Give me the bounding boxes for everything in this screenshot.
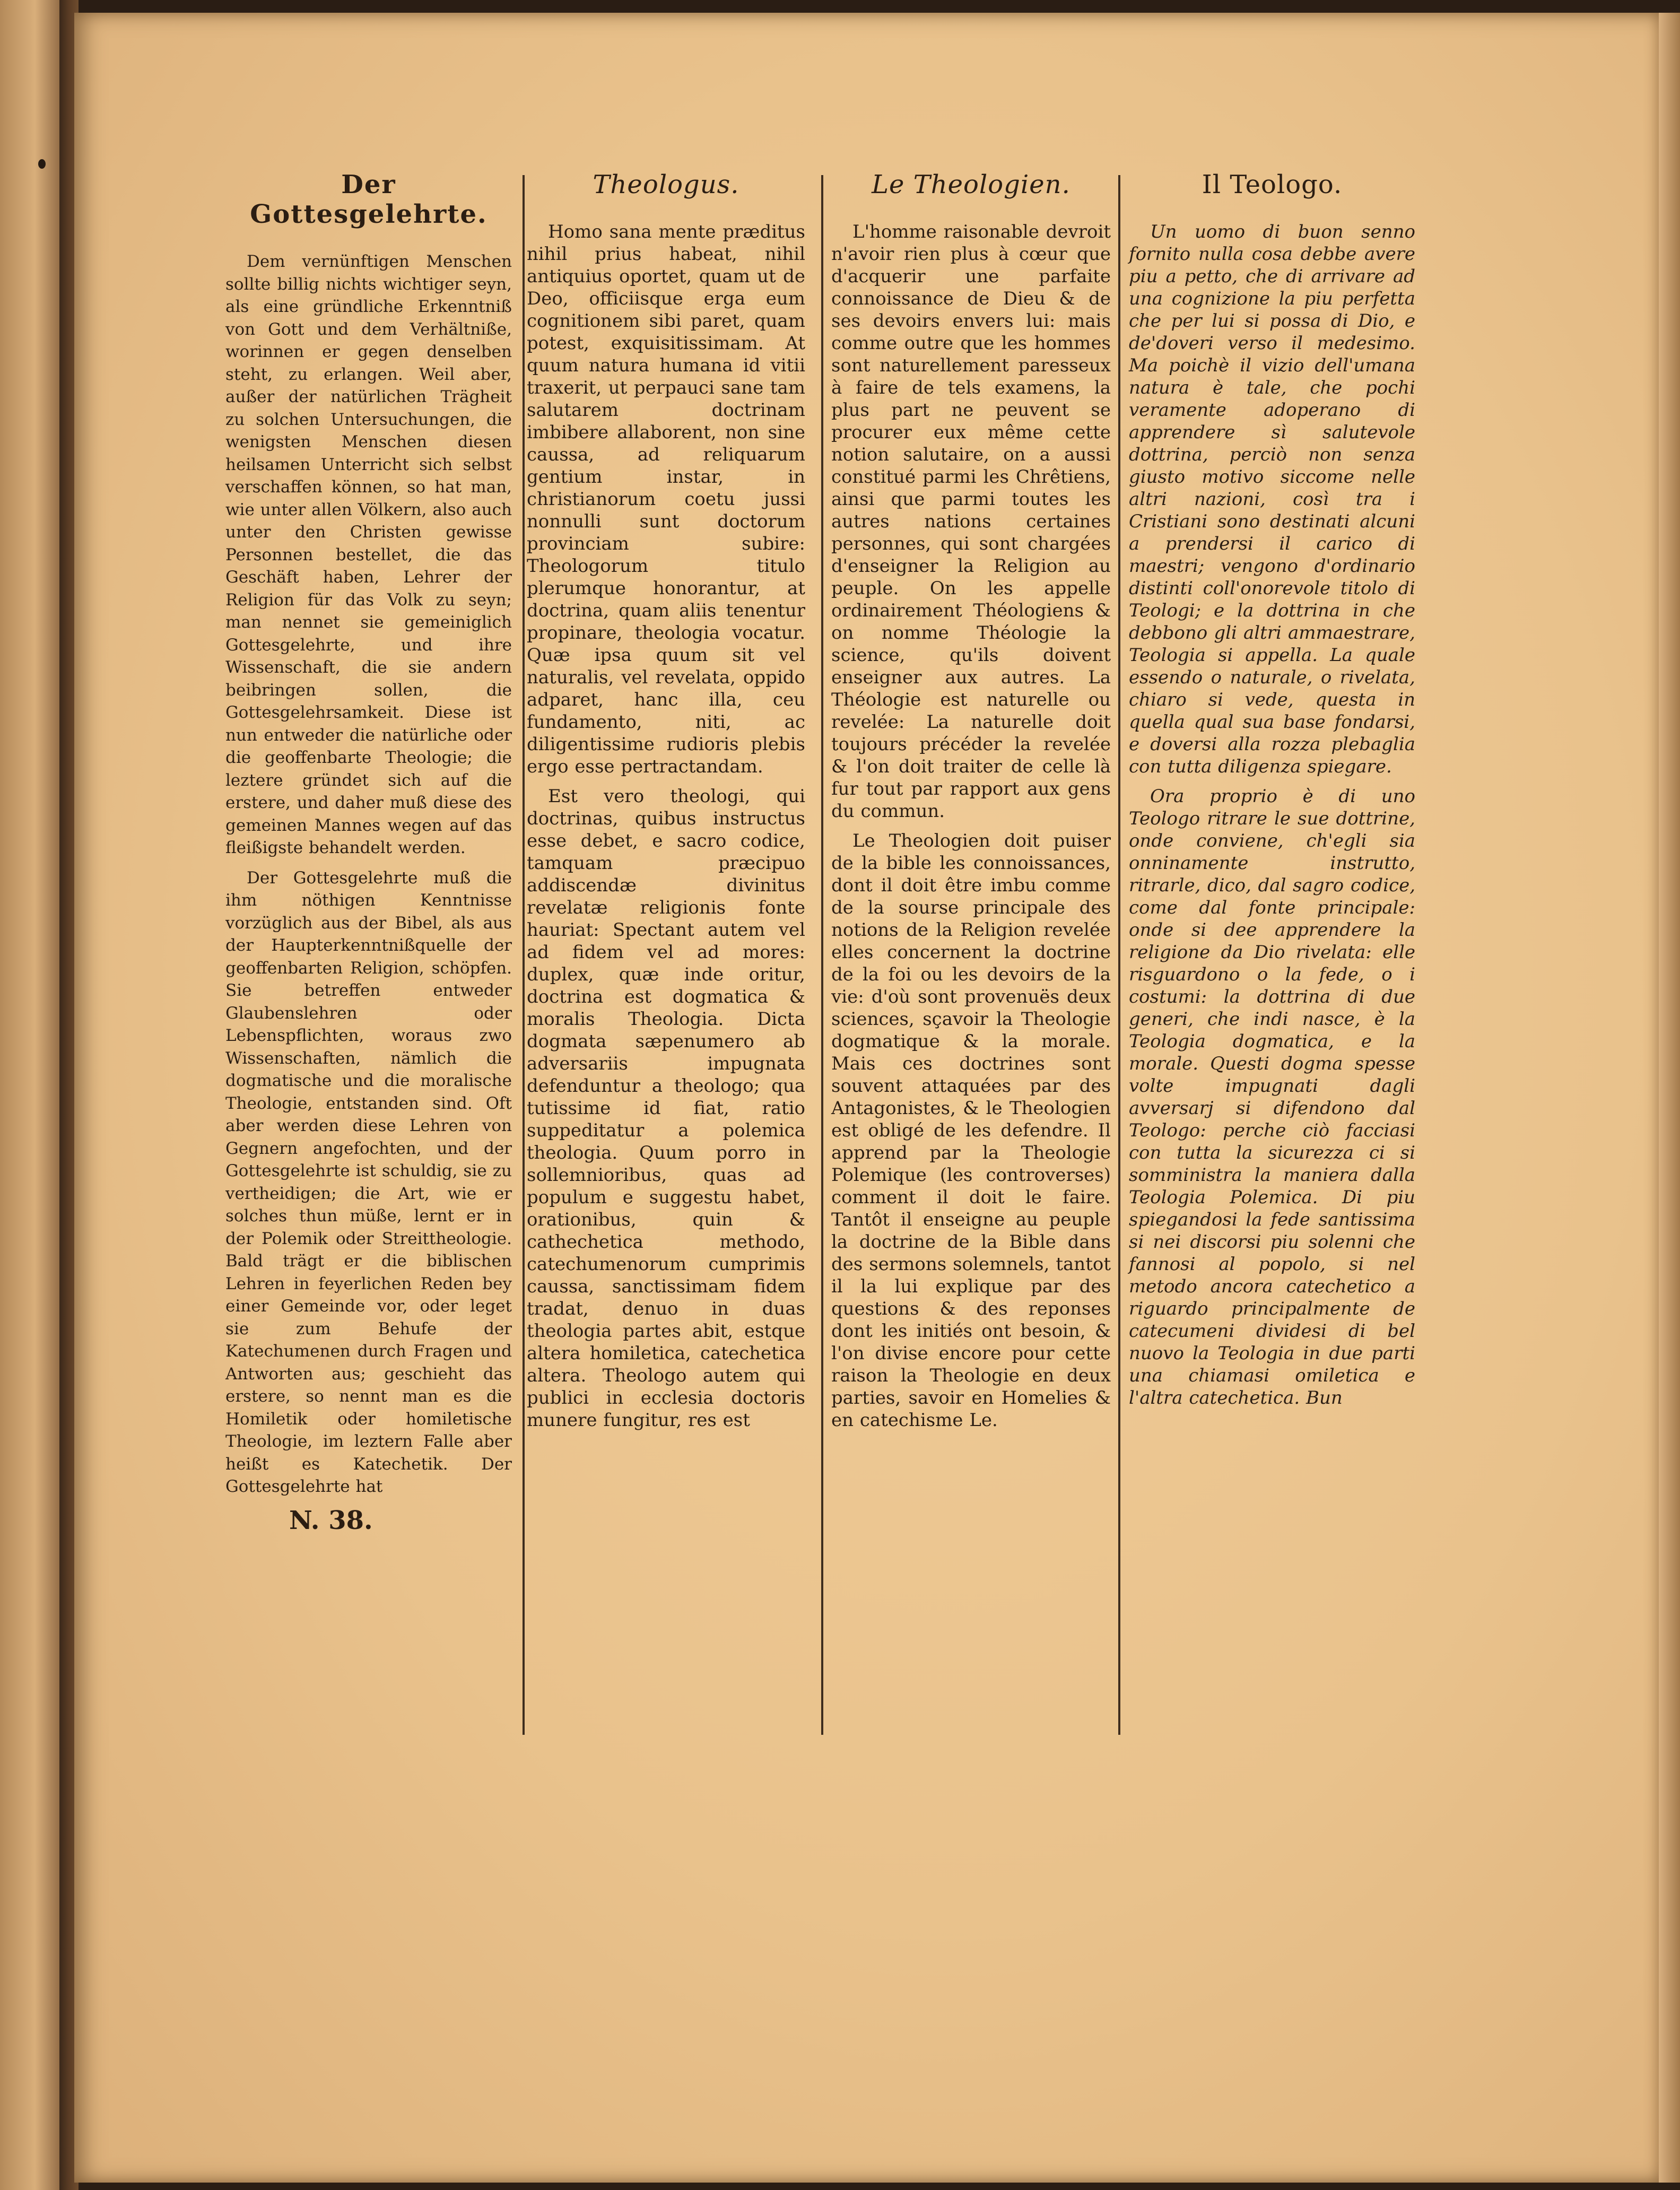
latin-paragraph: Homo sana mente præditus nihil prius habeat, nihil antiquius oportet, quam ut de Deo, officiisque erga eum cognitionem sibi paret, quam potest, exquisitissimam. At quum natura humana id vitii traxerit, ut perpauci sane tam salutarem doctrinam imbibere allaborent, non sine caussa, ad reliquarum gentium instar, in christianorum coetu jussi nonnulli sunt doctorum provinciam subire: Theologorum titulo plerumque honorantur, at doctrina, quam aliis tenentur propinare, theologia vocatur. Quæ ipsa quum sit vel naturalis, vel revelata, oppido adparet, hanc illa, ceu fundamento, niti, ac diligentissime rudioris plebis ergo esse pertractandam.	[527, 221, 805, 777]
german-paragraph: Dem vernünftigen Menschen sollte billig nichts wichtiger seyn, als eine gründliche Erkenntniß von Gott und dem Verhältniße, worinnen er gegen denselben steht, zu erlangen. Weil aber, außer der natürlichen Trägheit zu solchen Untersuchungen, die wenigsten Menschen diesen heilsamen Unterricht sich selbst verschaffen können, so hat man, wie unter allen Völkern, also auch unter den Christen gewisse Personnen bestellet, die das Geschäft haben, Lehrer der Religion für das Volk zu seyn; man nennet sie gemeiniglich Gottesgelehrte, und ihre Wissenschaft, die sie andern beibringen sollen, die Gottesgelehrsamkeit. Diese ist nun entweder die natürliche oder die geoffenbarte Theologie; die leztere gründet sich auf die erstere, und daher muß diese des gemeinen Mannes wegen auf das fleißigste behandelt werden.	[225, 252, 512, 857]
french-column	[831, 170, 1111, 1439]
french-heading: Le Theologien.	[872, 170, 1070, 199]
ink-speck	[38, 159, 46, 169]
italian-paragraph: Ora proprio è di uno Teologo ritrare le sue dottrine, onde conviene, ch'egli sia onninamente instrutto, ritrarle, dico, dal sagro codice, come dal fonte principale: onde si dee apprendere la religione da Dio rivelata: elle risguardono o la fede, o i costumi: la dottrina di due generi, che indi nasce, è la Teologia dogmatica, e la morale. Questi dogma spesse volte impugnati dagli avversarj si difendono dal Teologo: perche ciò facciasi con tutta la sicurezza ci si somministra la maniera dalla Teologia Polemica. Di piu spiegandosi la fede santissima si nei discorsi piu solenni che fannosi al popolo, si nel metodo ancora catechetico a riguardo principalmente de catecumeni dividesi di bel nuovo la Teologia in due parti una chiamasi omiletica e l'altra catechetica. Bun	[1129, 786, 1415, 1409]
italian-paragraph: Un uomo di buon senno fornito nulla cosa debbe avere piu a petto, che di arrivare ad una cognizione la piu perfetta che per lui si possa di Dio, e de'doveri verso il medesimo. Ma poichè il vizio dell'umana natura è tale, che pochi veramente adoperano di apprendere sì salutevole dottrina, perciò non senza giusto motivo siccome nelle altri nazioni, così tra i Cristiani sono destinati alcuni a prendersi il carico di maestri; vengono d'ordinario distinti coll'onorevole titolo di Teologi; e la dottrina in che debbono gli altri ammaestrare, Teologia si appella. La quale essendo o naturale, o rivelata, chiaro si vede, questa in quella qual sua base fondarsi, e doversi alla rozza plebaglia con tutta diligenza spiegare.	[1129, 221, 1415, 777]
signature-mark: N. 38.	[289, 1505, 373, 1535]
german-paragraph: Der Gottesgelehrte muß die ihm nöthigen Kenntnisse vorzüglich aus der Bibel, als aus der Haupterkenntnißquelle der geoffenbarten Religion, schöpfen. Sie betreffen entweder Glaubenslehren oder Lebenspflichten, woraus zwo Wissenschaften, nämlich die dogmatische und die moralische Theologie, entstanden sind. Oft aber werden diese Lehren von Gegnern angefochten, und der Gottesgelehrte ist schuldig, sie zu vertheidigen; die Art, wie er solches thun müße, lernt er in der Polemik oder Streittheologie. Bald trägt er die biblischen Lehren in feyerlichen Reden bey einer Gemeinde vor, oder leget sie zum Behufe der Katechumenen durch Fragen und Antworten aus; geschieht das erstere, so nennt man es die Homiletik oder homiletische Theologie, im leztern Falle aber heißt es Katechetik. Der Gottesgelehrte hat	[225, 868, 512, 1496]
latin-column	[527, 170, 805, 1439]
latin-heading: Theologus.	[593, 170, 739, 199]
german-heading: Der Gottesgelehrte.	[250, 170, 488, 229]
column-rule	[523, 175, 525, 1735]
latin-paragraph: Est vero theologi, qui doctrinas, quibus instructus esse debet, e sacro codice, tamquam præcipuo addiscendæ divinitus revelatæ religionis fonte hauriat: Spectant autem vel ad fidem vel ad mores: duplex, quæ inde oritur, doctrina est dogmatica & moralis Theologia. Dicta dogmata sæpenumero ab adversariis impugnata defenduntur a theologo; qua tutissime id fiat, ratio suppeditatur a polemica theologia. Quum porro in sollemnioribus, quas ad populum e suggestu habet, orationibus, quin & cathechetica methodo, catechumenorum cumprimis caussa, sanctissimam fidem tradat, denuo in duas theologia partes abit, estque altera homiletica, catechetica altera. Theologo autem qui publici in ecclesia doctoris munere fungitur, res est	[527, 786, 805, 1431]
previous-page-edge	[0, 0, 64, 2190]
italian-column	[1129, 170, 1415, 1416]
french-paragraph: Le Theologien doit puiser de la bible les connoissances, dont il doit être imbu comme de la sourse principale des notions de la Religion revelée elles concernent la doctrine de la foi ou les devoirs de la vie: d'où sont provenuës deux sciences, sçavoir la Theologie dogmatique & la morale. Mais ces doctrines sont souvent attaquées par des Antagonistes, & le Theologien est obligé de les defendre. Il apprend par la Theologie Polemique (les controverses) comment il doit le faire. Tantôt il enseigne au peuple la doctrine de la Bible dans des sermons solemnels, tantot il la lui explique par des questions & des reponses dont les initiés ont besoin, & l'on divise encore pour cette raison la Theologie en deux parties, savoir en Homelies & en catechisme Le.	[831, 830, 1111, 1431]
column-rule	[821, 175, 823, 1735]
german-column	[225, 170, 512, 1535]
column-rule	[1118, 175, 1120, 1735]
french-paragraph: L'homme raisonable devroit n'avoir rien plus à cœur que d'acquerir une parfaite connoissance de Dieu & de ses devoirs envers lui: mais comme outre que les hommes sont naturellement paresseux à faire de tels examens, la plus part ne peuvent se procurer eux même cette notion salutaire, on a aussi constitué parmi les Chrêtiens, ainsi que parmi toutes les autres nations certaines personnes, qui sont chargées d'enseigner la Religion au peuple. On les appelle ordinairement Théologiens & on nomme Théologie la science, qu'ils doivent enseigner aux autres. La Théologie est naturelle ou revelée: La naturelle doit toujours précéder la revelée & l'on doit traiter de celle là fur tout par rapport aux gens du commun.	[831, 221, 1111, 822]
italian-heading: Il Teologo.	[1202, 170, 1343, 199]
page-stack-edge	[1659, 13, 1680, 2183]
